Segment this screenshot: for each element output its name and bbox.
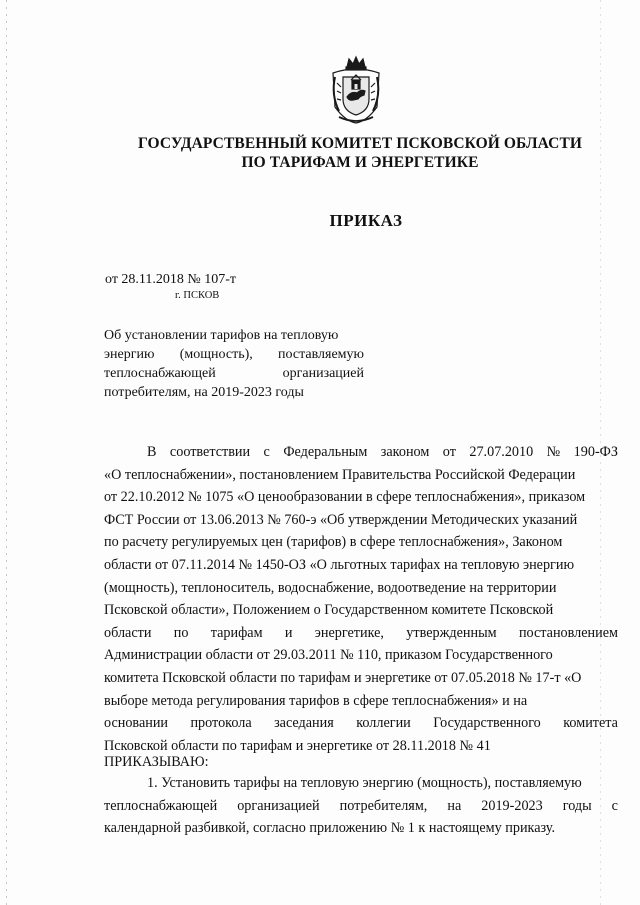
preamble-text: утвержденным bbox=[406, 624, 497, 641]
subject-text: потребителям, на 2019-2023 годы bbox=[104, 385, 304, 400]
preamble-text: от 22.10.2012 № 1075 «О ценообразовании в сфере теплоснабжения», приказом bbox=[104, 489, 586, 506]
preamble-text: Администрации области от 29.03.2011 № 110, приказом Государственного bbox=[104, 647, 553, 664]
preamble-text: коллегии bbox=[356, 715, 411, 732]
preamble-line bbox=[104, 667, 618, 690]
subject-line bbox=[104, 364, 364, 383]
item-1-text: 1. Установить тарифы на тепловую энергию (мощность), поставляемую bbox=[147, 775, 582, 791]
preamble-text: по расчету регулируемых цен (тарифов) в сфере теплоснабжения», Законом bbox=[104, 534, 563, 551]
preamble-text: энергетике, bbox=[314, 624, 384, 641]
preamble-line bbox=[104, 577, 618, 600]
subject-text: поставляемую bbox=[278, 347, 364, 362]
preamble-text: заседания bbox=[274, 715, 334, 732]
preamble-line bbox=[104, 554, 618, 577]
preamble-text: основании bbox=[104, 715, 169, 732]
preamble-text: 190-ФЗ bbox=[573, 444, 618, 460]
preamble-line bbox=[104, 509, 618, 532]
item-1-line bbox=[104, 817, 618, 840]
preamble-text: Псковской области по тарифам и энергетике от 28.11.2018 № 41 bbox=[104, 737, 491, 754]
item-1-text: организацией bbox=[237, 797, 320, 814]
preamble-line bbox=[104, 531, 618, 554]
preamble-text: от bbox=[442, 444, 456, 460]
preamble-line bbox=[104, 464, 618, 487]
subject-line bbox=[104, 326, 364, 345]
item-1-text: годы bbox=[562, 797, 592, 814]
preamble-line bbox=[104, 644, 618, 667]
date-and-number: от 28.11.2018 № 107-т bbox=[105, 272, 237, 287]
preamble-text: Псковской области», Положением о Государственном комитете Псковской bbox=[104, 602, 554, 619]
preamble-line bbox=[104, 712, 618, 735]
preamble-line bbox=[104, 486, 618, 509]
item-1-line bbox=[104, 795, 618, 818]
preamble-text: постановлением bbox=[518, 624, 618, 641]
preamble-text: законом bbox=[380, 444, 430, 460]
scan-edge-left bbox=[6, 0, 7, 905]
preamble-text: № bbox=[546, 444, 561, 460]
issuing-authority bbox=[100, 134, 620, 172]
item-1-text: потребителям, bbox=[339, 797, 428, 814]
preamble-line bbox=[104, 690, 618, 713]
item-1-line bbox=[104, 772, 618, 795]
subject-text: (мощность), bbox=[179, 347, 253, 362]
preamble-text: Государственного bbox=[433, 715, 541, 732]
preamble-text: области от 07.11.2014 № 1450-ОЗ «О льготных тарифах на тепловую энергию bbox=[104, 556, 575, 573]
subject-text: теплоснабжающей bbox=[104, 366, 216, 381]
preamble-text: комитета bbox=[563, 715, 618, 732]
preamble-text: протокола bbox=[190, 715, 252, 732]
pskov-coat-of-arms-icon bbox=[327, 55, 385, 125]
preamble-text: и bbox=[284, 624, 293, 641]
order-item-1 bbox=[104, 772, 618, 840]
subject-text: Об установлении тарифов на тепловую bbox=[104, 328, 339, 343]
preamble-line bbox=[104, 599, 618, 622]
preamble-text: Федеральным bbox=[283, 444, 368, 460]
preamble-paragraph bbox=[104, 441, 618, 757]
preamble-text: области bbox=[104, 624, 152, 641]
authority-line-2: ПО ТАРИФАМ И ЭНЕРГЕТИКЕ bbox=[241, 154, 479, 171]
item-1-text: теплоснабжающей bbox=[104, 797, 218, 814]
preamble-text: 27.07.2010 bbox=[469, 444, 534, 460]
subject-line bbox=[104, 345, 364, 364]
document-type-title: ПРИКАЗ bbox=[329, 211, 403, 230]
preamble-text: по bbox=[173, 624, 189, 641]
subject-line bbox=[104, 383, 364, 402]
item-1-text: с bbox=[611, 797, 618, 814]
preamble-line bbox=[104, 622, 618, 645]
subject-text: энергию bbox=[104, 347, 155, 362]
preamble-text: соответствии bbox=[169, 444, 251, 460]
preamble-text: с bbox=[263, 444, 270, 460]
item-1-text: календарной разбивкой, согласно приложению № 1 к настоящему приказу. bbox=[104, 820, 556, 837]
order-word: ПРИКАЗЫВАЮ: bbox=[104, 754, 209, 770]
item-1-text: на bbox=[447, 797, 462, 814]
authority-line-1: ГОСУДАРСТВЕННЫЙ КОМИТЕТ ПСКОВСКОЙ ОБЛАСТИ bbox=[137, 135, 583, 152]
city-of-issue: г. ПСКОВ bbox=[175, 290, 220, 301]
subject-text: организацией bbox=[282, 366, 364, 381]
preamble-text: (мощность), теплоноситель, водоснабжение, водоотведение на территории bbox=[104, 579, 557, 596]
preamble-text: В bbox=[147, 444, 157, 460]
subject-block bbox=[104, 326, 364, 402]
preamble-text: «О теплоснабжении», постановлением Правительства Российской Федерации bbox=[104, 466, 576, 483]
preamble-line bbox=[104, 441, 618, 464]
preamble-text: комитета Псковской области по тарифам и энергетике от 07.05.2018 № 17-т «О bbox=[104, 669, 582, 686]
item-1-text: 2019-2023 bbox=[481, 797, 543, 814]
preamble-text: тарифам bbox=[210, 624, 263, 641]
preamble-text: выборе метода регулирования тарифов в сфере теплоснабжения» и на bbox=[104, 692, 528, 709]
preamble-text: ФСТ России от 13.06.2013 № 760-э «Об утверждении Методических указаний bbox=[104, 511, 578, 528]
